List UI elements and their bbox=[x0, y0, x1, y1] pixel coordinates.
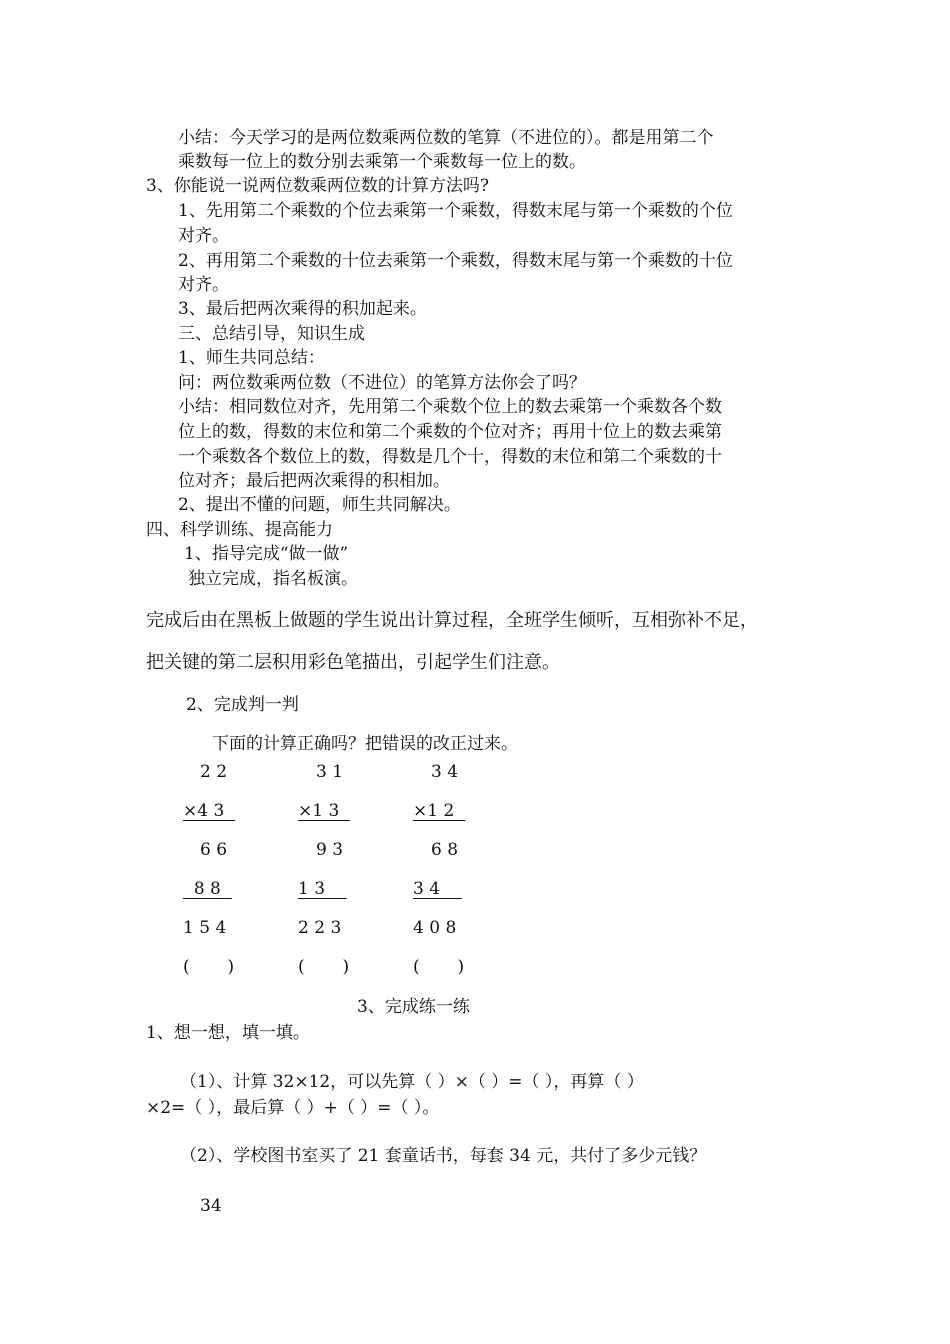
summary-item-1: 1、师生共同总结： bbox=[178, 348, 325, 368]
paragraph-line-1: 完成后由在黑板上做题的学生说出计算过程，全班学生倾听，互相弥补不足， bbox=[146, 610, 758, 631]
conclusion-line-2: 位上的数，得数的末位和第二个乘数的个位对齐；再用十位上的数去乘第 bbox=[178, 422, 722, 442]
calc-multiplier: ×4 3 bbox=[183, 801, 225, 821]
calc-partial-2: 1 3 bbox=[298, 879, 326, 899]
method-step-2-cont: 对齐。 bbox=[178, 275, 229, 295]
calc-partial-2: 8 8 bbox=[193, 879, 221, 899]
section-3-heading: 三、总结引导，知识生成 bbox=[178, 324, 365, 344]
calc-sum: 2 2 3 bbox=[298, 918, 342, 938]
method-step-2: 2、再用第二个乘数的十位去乘第一个乘数，得数末尾与第一个乘数的十位 bbox=[178, 251, 733, 271]
calc-answer-blank[interactable]: ( ) bbox=[183, 957, 235, 977]
calc-partial-1: 6 8 bbox=[431, 840, 459, 860]
word-problem: （2）、学校图书室买了 21 套童话书，每套 34 元，共付了多少元钱？ bbox=[180, 1146, 707, 1166]
calc-answer-blank[interactable]: ( ) bbox=[298, 957, 350, 977]
calc-partial-1: 9 3 bbox=[316, 840, 344, 860]
method-step-3: 3、最后把两次乘得的积加起来。 bbox=[178, 299, 427, 319]
practice-item-3: 3、完成练一练 bbox=[357, 997, 470, 1017]
fill-in-heading: 1、想一想，填一填。 bbox=[146, 1023, 310, 1043]
judge-instruction: 下面的计算正确吗？把错误的改正过来。 bbox=[212, 734, 518, 754]
summary-line-2: 乘数每一位上的数分别去乘第一个乘数每一位上的数。 bbox=[178, 152, 586, 172]
page-number: 34 bbox=[200, 1196, 222, 1216]
practice-item-2: 2、完成判一判 bbox=[186, 695, 299, 715]
calc-multiplier: ×1 3 bbox=[298, 801, 340, 821]
method-step-1: 1、先用第二个乘数的个位去乘第一个乘数，得数末尾与第一个乘数的个位 bbox=[178, 201, 733, 221]
calc-multiplicand: 3 1 bbox=[316, 762, 344, 782]
conclusion-line-1: 小结：相同数位对齐，先用第二个乘数个位上的数去乘第一个乘数各个数 bbox=[178, 397, 722, 417]
fill-in-question-1b: ×2=（ ），最后算（ ）+（ ）=（ ）。 bbox=[146, 1098, 440, 1118]
calc-partial-2: 3 4 bbox=[413, 879, 441, 899]
calc-partial-1: 6 6 bbox=[200, 840, 228, 860]
summary-item-2: 2、提出不懂的问题，师生共同解决。 bbox=[178, 495, 461, 515]
section-4-heading: 四、科学训练、提高能力 bbox=[146, 520, 333, 540]
summary-line-1: 小结：今天学习的是两位数乘两位数的笔算（不进位的）。都是用第二个 bbox=[178, 128, 714, 148]
question-line: 问：两位数乘两位数（不进位）的笔算方法你会了吗？ bbox=[178, 373, 586, 393]
calc-multiplicand: 2 2 bbox=[200, 762, 228, 782]
method-step-1-cont: 对齐。 bbox=[178, 226, 229, 246]
fill-in-question-1a: （1）、计算 32×12，可以先算（ ）×（ ）=（ ），再算（ ） bbox=[180, 1072, 644, 1092]
calc-multiplicand: 3 4 bbox=[431, 762, 459, 782]
conclusion-line-3: 一个乘数各个数位上的数，得数是几个十，得数的末位和第二个乘数的十 bbox=[178, 447, 722, 467]
question-3-heading: 3、你能说一说两位数乘两位数的计算方法吗? bbox=[146, 176, 489, 196]
conclusion-line-4: 位对齐；最后把两次乘得的积相加。 bbox=[178, 471, 450, 491]
calc-sum: 1 5 4 bbox=[183, 918, 227, 938]
calc-multiplier: ×1 2 bbox=[413, 801, 455, 821]
calc-answer-blank[interactable]: ( ) bbox=[413, 957, 465, 977]
paragraph-line-2: 把关键的第二层积用彩色笔描出，引起学生们注意。 bbox=[146, 652, 560, 673]
practice-item-1-note: 独立完成，指名板演。 bbox=[188, 569, 358, 589]
practice-item-1: 1、指导完成“做一做” bbox=[184, 544, 349, 564]
calc-sum: 4 0 8 bbox=[413, 918, 457, 938]
